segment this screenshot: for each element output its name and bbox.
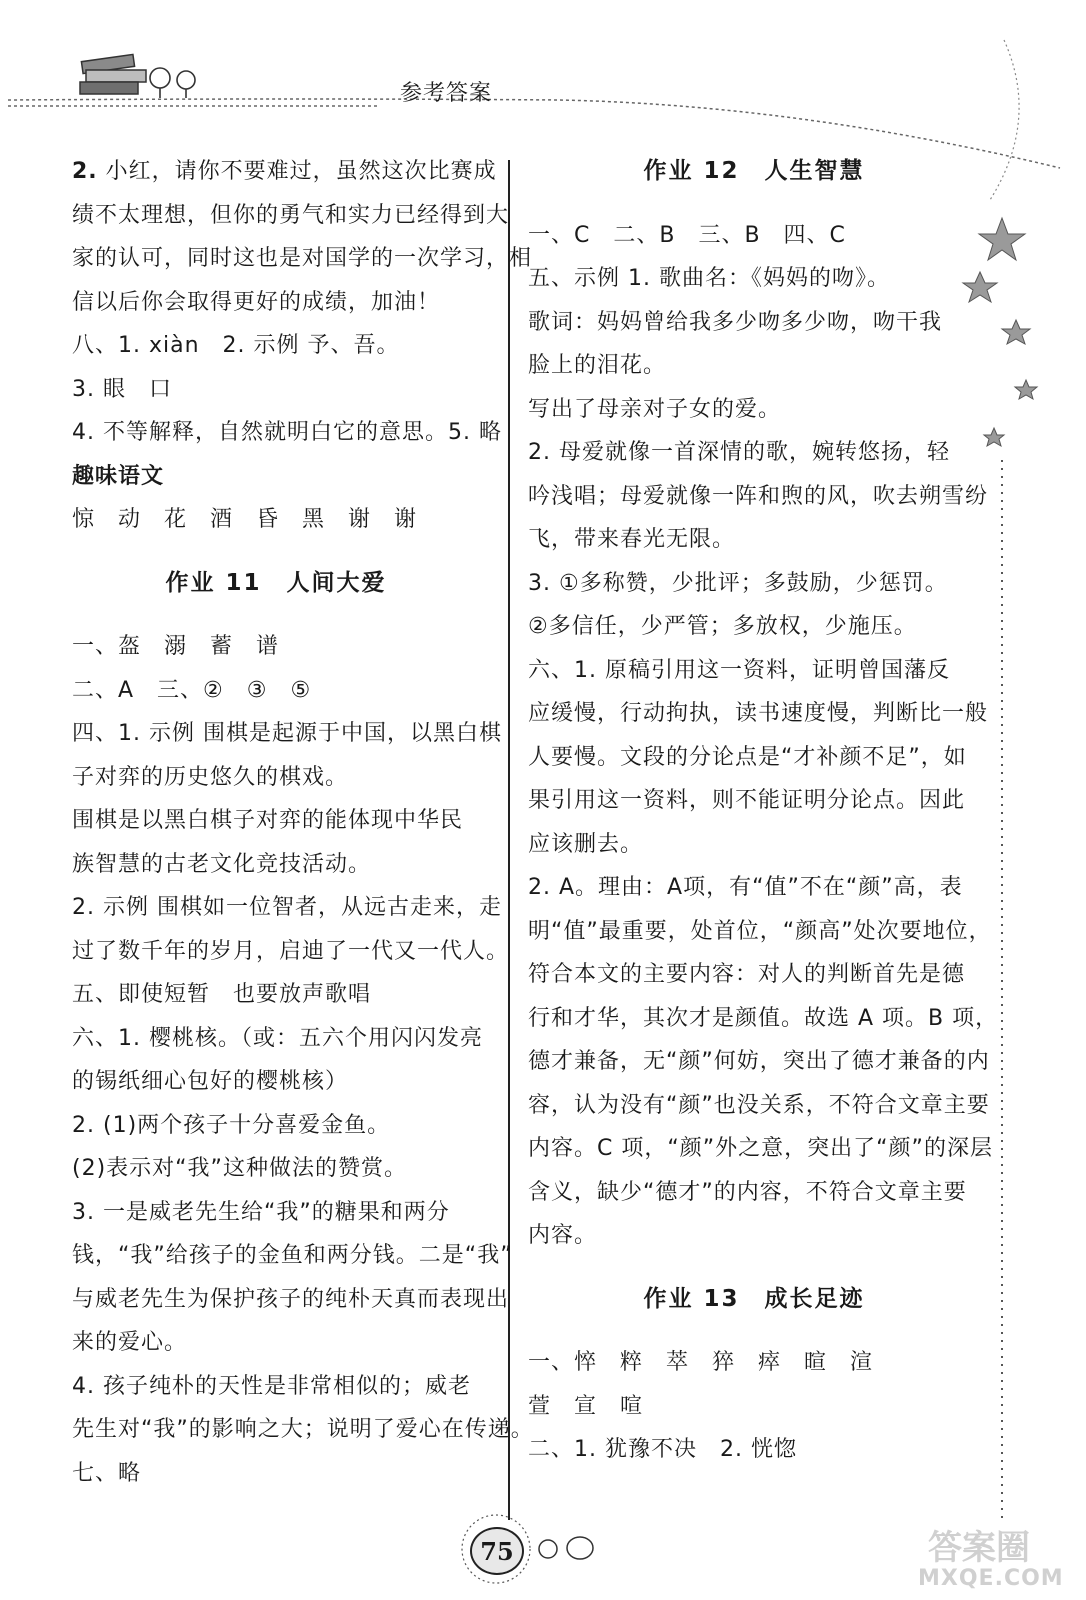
star-icon [984,428,1004,446]
answer-line: 吟浅唱；母爱就像一阵和煦的风，吹去朔雪纷 [528,483,989,509]
answer-line: 的锡纸细心包好的樱桃核） [72,1069,349,1094]
answer-line: 六、1. 樱桃核。（或：五六个用闪闪发亮 [72,1025,483,1051]
answer-line: 子对弈的历史悠久的棋戏。 [72,764,349,790]
right-column [528,150,999,1472]
answer-line: 含义，缺少“德才”的内容，不符合文章主要 [528,1179,967,1205]
answer-line: 六、1. 原稿引用这一资料，证明曾国藩反 [528,657,950,683]
answer-line: 七、略 [72,1460,142,1486]
answer-line: ②多信任，少严管；多放权，少施压。 [528,614,917,639]
answer-line: 歌词：妈妈曾给我多少吻多少吻，吻干我 [528,309,943,335]
answer-line: 信以后你会取得更好的成绩，加油！ [72,289,441,315]
answer-line: 明“值”最重要，处首位，“颜高”处次要地位， [528,918,992,944]
answer-line: 人要慢。文段的分论点是“才补颜不足”，如 [528,744,967,770]
column-divider [508,160,510,1520]
answer-line: 2. A。理由：A项，有“值”不在“颜”高，表 [528,875,963,900]
answer-line: 脸上的泪花。 [528,353,667,378]
answer-line: 家的认可，同时这也是对国学的一次学习，相 [72,246,533,271]
answer-line: 德才兼备，无“颜”何妨，突出了德才兼备的内 [528,1049,990,1074]
answer-line: 3. ①多称赞，少批评；多鼓励，少惩罚。 [528,570,948,596]
tree-icon [150,68,195,98]
answer-line: (2)表示对“我”这种做法的赞赏。 [72,1156,407,1181]
answer-line: 应该删去。 [528,831,644,857]
answer-line: 五、示例 1. 歌曲名：《妈妈的吻》。 [528,266,890,291]
answer-line: 四、1. 示例 围棋是起源于中国，以黑白棋 [72,721,502,746]
answer-line: 3. 一是威老先生给“我”的糖果和两分 [72,1199,450,1225]
answer-line: 族智慧的古老文化竞技活动。 [72,851,372,877]
answer-line: 4. 孩子纯朴的天性是非常相似的；威老 [72,1373,471,1399]
answer-line: 写出了母亲对子女的爱。 [528,396,782,422]
answer-line: 钱，“我”给孩子的金鱼和两分钱。二是“我” [72,1243,513,1268]
answer-line: 容，认为没有“颜”也没关系，不符合文章主要 [528,1092,990,1118]
section-subheading: 趣味语文 [72,463,165,489]
answer-line: 行和才华，其次才是颜值。故选 A 项。B 项， [528,1005,999,1031]
answer-line: 二、1. 犹豫不决 2. 恍惚 [528,1437,797,1462]
page-number: 75 [470,1527,524,1575]
answer-line: 应缓慢，行动拘执，读书速度慢，判断比一般 [528,701,989,726]
answer-line: 3. 眼 口 [72,376,172,402]
answer-line: 五、即使短暂 也要放声歌唱 [72,982,372,1007]
page-header-title: 参考答案 [400,81,493,106]
answer-line: 符合本文的主要内容：对人的判断首先是德 [528,962,966,987]
answer-line: 一、悴 粹 萃 猝 瘁 暄 渲 [528,1350,874,1375]
answer-line: 一、盔 溺 蓄 谱 [72,634,280,659]
answer-line: 绩不太理想，但你的勇气和实力已经得到大 [72,202,510,228]
answer-line: 惊 动 花 酒 昏 黑 谢 谢 [72,507,418,532]
answer-line: 飞，带来春光无限。 [528,527,736,552]
answer-line: 2. 母爱就像一首深情的歌，婉转悠扬，轻 [528,440,950,465]
answer-line: 一、C 二、B 三、B 四、C [528,222,846,248]
star-icon [1002,320,1030,344]
answer-line: 与威老先生为保护孩子的纯朴天真而表现出 [72,1286,510,1312]
homework-heading: 作业 11 人间大爱 [165,569,387,596]
answer-line: 先生对“我”的影响之大；说明了爱心在传递。 [72,1417,534,1442]
answer-line: 2. 示例 围棋如一位智者，从远古走来，走 [72,895,502,920]
answer-line: 萱 宣 喧 [528,1393,644,1419]
answer-line: 2. 小红，请你不要难过，虽然这次比赛成 [72,159,497,184]
left-column [72,150,534,1495]
homework-heading: 作业 12 人生智慧 [643,158,865,184]
answer-line: 果引用这一资料，则不能证明分论点。因此 [528,788,966,813]
answer-line: 二、A 三、② ③ ⑤ [72,677,312,703]
answer-line: 来的爱心。 [72,1330,188,1355]
watermark-logo: 答案圈 [928,1528,1030,1568]
answer-line: 八、1. xiàn 2. 示例 予、吾。 [72,333,400,358]
answer-line: 过了数千年的岁月，启迪了一代又一代人。 [72,938,510,964]
star-icon [979,218,1025,260]
answer-line: 2. (1)两个孩子十分喜爱金鱼。 [72,1112,391,1138]
star-icon [1015,380,1037,399]
answer-line: 内容。 [528,1223,598,1248]
answer-line: 内容。C 项，“颜”外之意，突出了“颜”的深层 [528,1136,993,1161]
answer-line: 4. 不等解释，自然就明白它的意思。5. 略 [72,420,502,445]
watermark-url: MXQE.COM [918,1566,1064,1591]
homework-heading: 作业 13 成长足迹 [643,1285,865,1312]
books-icon [80,54,146,94]
answer-line: 围棋是以黑白棋子对弈的能体现中华民 [72,808,464,833]
